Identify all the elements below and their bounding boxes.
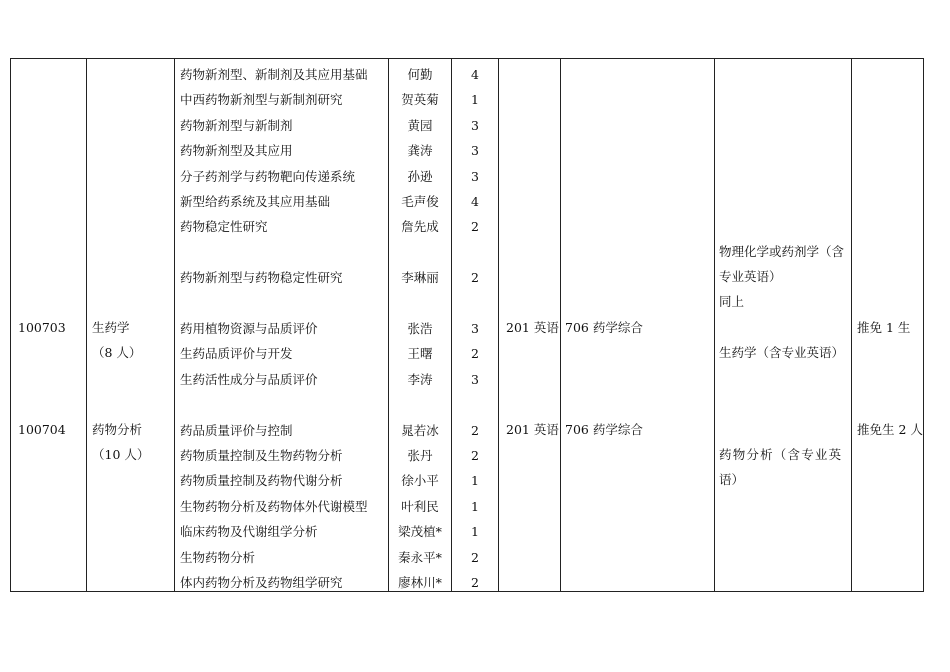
research-direction: 药物新剂型、新制剂及其应用基础 <box>180 67 368 82</box>
advisor-name: 叶利民 <box>401 498 439 514</box>
advisor-name: 秦永平* <box>398 549 442 565</box>
research-direction: 分子药剂学与药物靶向传递系统 <box>180 168 356 184</box>
research-direction: 药用植物资源与品质评价 <box>180 321 318 336</box>
enrollment-quota: 2 <box>471 270 479 286</box>
advisor-name: 何勤 <box>407 67 433 82</box>
recommendation-note: 推免 1 生 <box>857 320 911 335</box>
enrollment-quota: 2 <box>471 549 479 565</box>
major-enrollment-count: （8 人） <box>92 345 142 360</box>
advisor-name: 梁茂植* <box>398 524 442 540</box>
enrollment-quota: 4 <box>471 194 479 209</box>
retest-subject-pharmacognosy: 生药学（含专业英语） <box>719 345 845 360</box>
retest-subject-same: 同上 <box>719 294 745 309</box>
research-direction: 生物药物分析及药物体外代谢模型 <box>180 498 368 514</box>
research-direction: 临床药物及代谢组学分析 <box>180 524 318 540</box>
advisor-name: 毛声俊 <box>401 194 439 209</box>
research-direction: 生药品质评价与开发 <box>180 346 293 362</box>
exam-subject-english: 201 英语 <box>506 422 559 437</box>
enrollment-quota: 2 <box>471 575 479 590</box>
retest-subject: 物理化学或药剂学（含 <box>719 244 845 259</box>
research-direction: 药物质量控制及药物代谢分析 <box>180 473 343 489</box>
column-divider <box>174 59 175 591</box>
research-direction: 中西药物新剂型与新制剂研究 <box>180 92 343 108</box>
column-divider <box>714 59 715 591</box>
enrollment-table <box>10 58 924 592</box>
advisor-name: 李琳丽 <box>401 270 439 286</box>
major-enrollment-count: （10 人） <box>92 447 150 462</box>
column-divider <box>498 59 499 591</box>
enrollment-quota: 2 <box>471 448 479 463</box>
column-divider <box>560 59 561 591</box>
enrollment-quota: 3 <box>471 168 479 184</box>
column-divider <box>86 59 87 591</box>
enrollment-quota: 1 <box>471 498 479 514</box>
recommendation-note: 推免生 2 人 <box>857 422 923 437</box>
column-divider <box>851 59 852 591</box>
research-direction: 药品质量评价与控制 <box>180 422 293 438</box>
enrollment-quota: 2 <box>471 422 479 438</box>
enrollment-quota: 4 <box>471 67 479 82</box>
advisor-name: 黄园 <box>407 117 433 133</box>
research-direction: 药物稳定性研究 <box>180 219 268 235</box>
research-direction: 生物药物分析 <box>180 549 256 565</box>
enrollment-quota: 3 <box>471 117 479 133</box>
enrollment-quota: 1 <box>471 92 479 108</box>
advisor-name: 徐小平 <box>401 473 439 489</box>
major-name: 药物分析 <box>92 422 143 437</box>
advisor-name: 龚涛 <box>407 143 433 159</box>
advisor-name: 晁若冰 <box>401 422 439 438</box>
research-direction: 药物新剂型与药物稳定性研究 <box>180 270 343 286</box>
research-direction: 药物新剂型及其应用 <box>180 143 293 159</box>
major-code: 100704 <box>18 422 66 437</box>
advisor-name: 张丹 <box>407 448 433 463</box>
enrollment-quota: 1 <box>471 473 479 489</box>
research-direction: 体内药物分析及药物组学研究 <box>180 575 343 590</box>
enrollment-quota: 3 <box>471 143 479 159</box>
advisor-name: 孙逊 <box>407 168 433 184</box>
enrollment-quota: 2 <box>471 219 479 235</box>
major-name: 生药学 <box>92 320 130 335</box>
advisor-name: 王曙 <box>407 346 433 362</box>
research-direction: 新型给药系统及其应用基础 <box>180 194 331 209</box>
advisor-name: 李涛 <box>407 371 433 387</box>
exam-subject-pharmacy: 706 药学综合 <box>565 320 643 335</box>
retest-subject-cont: 专业英语） <box>719 269 782 284</box>
advisor-name: 廖林川* <box>398 575 442 590</box>
research-direction: 药物质量控制及生物药物分析 <box>180 448 343 463</box>
research-direction: 生药活性成分与品质评价 <box>180 371 318 387</box>
advisor-name: 贺英菊 <box>401 92 439 108</box>
retest-subject-cont: 语） <box>719 472 745 487</box>
advisor-name: 詹先成 <box>401 219 439 235</box>
retest-subject: 药物分析（含专业英 <box>719 447 843 462</box>
advisor-name: 张浩 <box>407 321 433 336</box>
enrollment-quota: 3 <box>471 371 479 387</box>
major-code: 100703 <box>18 320 66 335</box>
enrollment-quota: 3 <box>471 321 479 336</box>
research-direction: 药物新剂型与新制剂 <box>180 117 293 133</box>
enrollment-quota: 1 <box>471 524 479 540</box>
exam-subject-english: 201 英语 <box>506 320 559 335</box>
enrollment-quota: 2 <box>471 346 479 362</box>
exam-subject-pharmacy: 706 药学综合 <box>565 422 643 437</box>
